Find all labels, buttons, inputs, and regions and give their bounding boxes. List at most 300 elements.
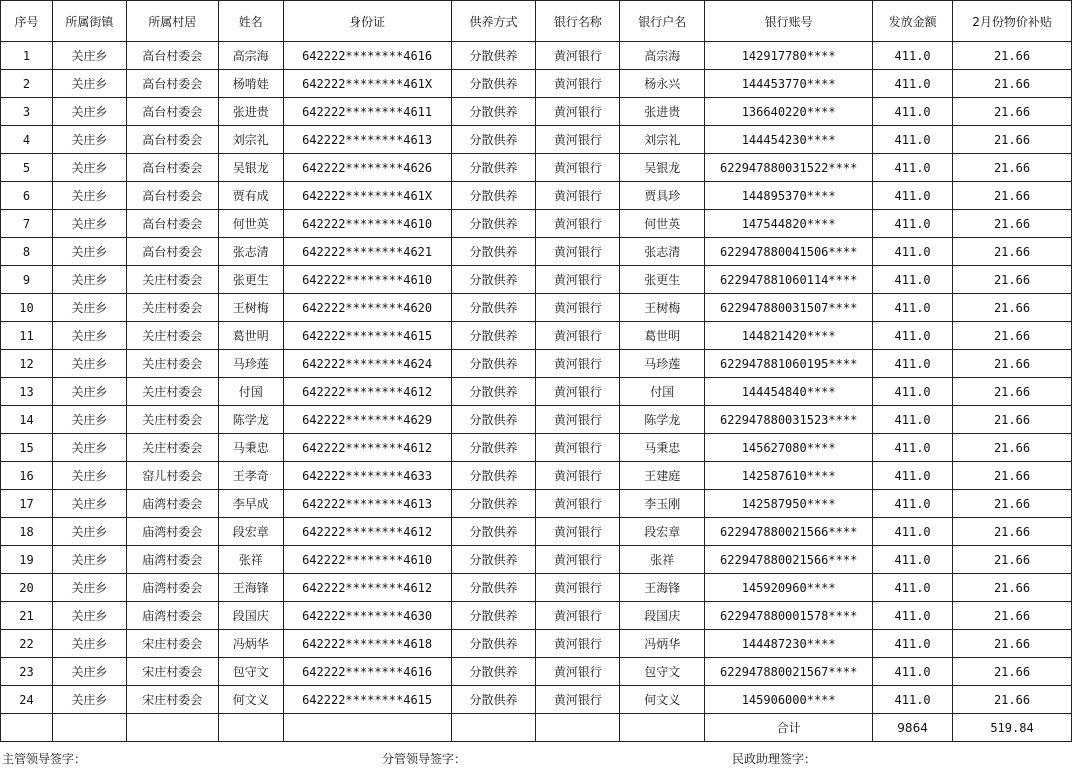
cell-amount: 411.0	[873, 350, 953, 378]
cell-bank-name: 黄河银行	[536, 126, 620, 154]
cell-account-holder: 陈学龙	[620, 406, 705, 434]
cell-account-holder: 葛世明	[620, 322, 705, 350]
cell-account-number: 622947881060114****	[705, 266, 873, 294]
cell-subsidy: 21.66	[953, 546, 1072, 574]
cell-support-type: 分散供养	[451, 686, 536, 714]
table-body	[1, 42, 1072, 714]
cell-amount: 411.0	[873, 490, 953, 518]
cell-subsidy: 21.66	[953, 378, 1072, 406]
cell-account-number: 622947880021566****	[705, 546, 873, 574]
cell-bank-name: 黄河银行	[536, 686, 620, 714]
cell-seq: 22	[1, 630, 53, 658]
cell-support-type: 分散供养	[451, 322, 536, 350]
cell-id-number: 642222********4630	[283, 602, 451, 630]
cell-town: 关庄乡	[52, 462, 126, 490]
cell-town: 关庄乡	[52, 126, 126, 154]
cell-name: 张进贵	[218, 98, 283, 126]
cell-seq: 13	[1, 378, 53, 406]
cell-village: 宋庄村委会	[126, 630, 218, 658]
cell-account-holder: 冯炳华	[620, 630, 705, 658]
cell-account-holder: 包守文	[620, 658, 705, 686]
cell-account-holder: 段国庆	[620, 602, 705, 630]
cell-account-holder: 何文义	[620, 686, 705, 714]
cell-account-number: 622947880031507****	[705, 294, 873, 322]
cell-bank-name: 黄河银行	[536, 350, 620, 378]
cell-account-number: 622947880021567****	[705, 658, 873, 686]
cell-name: 葛世明	[218, 322, 283, 350]
table-row	[1, 602, 1072, 630]
cell-account-holder: 张祥	[620, 546, 705, 574]
cell-village: 高台村委会	[126, 238, 218, 266]
cell-account-number: 145906000****	[705, 686, 873, 714]
cell-support-type: 分散供养	[451, 294, 536, 322]
cell-subsidy: 21.66	[953, 630, 1072, 658]
cell-amount: 411.0	[873, 266, 953, 294]
cell-name: 王海锋	[218, 574, 283, 602]
cell-amount: 411.0	[873, 210, 953, 238]
cell-account-number: 144487230****	[705, 630, 873, 658]
table-row	[1, 266, 1072, 294]
cell-town: 关庄乡	[52, 266, 126, 294]
cell-bank-name: 黄河银行	[536, 70, 620, 98]
cell-amount: 411.0	[873, 238, 953, 266]
cell-account-holder: 张进贵	[620, 98, 705, 126]
cell-support-type: 分散供养	[451, 266, 536, 294]
cell-town: 关庄乡	[52, 182, 126, 210]
table-row	[1, 322, 1072, 350]
cell-subsidy: 21.66	[953, 98, 1072, 126]
cell-account-holder: 马珍莲	[620, 350, 705, 378]
table-row	[1, 574, 1072, 602]
cell-name: 包守文	[218, 658, 283, 686]
header-account-holder: 银行户名	[620, 1, 705, 42]
cell-support-type: 分散供养	[451, 70, 536, 98]
table-row	[1, 434, 1072, 462]
cell-subsidy: 21.66	[953, 210, 1072, 238]
cell-village: 高台村委会	[126, 182, 218, 210]
cell-amount: 411.0	[873, 546, 953, 574]
cell-name: 段宏章	[218, 518, 283, 546]
header-account-number: 银行账号	[705, 1, 873, 42]
cell-id-number: 642222********4610	[283, 210, 451, 238]
cell-id-number: 642222********4612	[283, 434, 451, 462]
cell-subsidy: 21.66	[953, 602, 1072, 630]
signature-bar	[0, 743, 1072, 771]
cell-account-number: 622947880031522****	[705, 154, 873, 182]
cell-bank-name: 黄河银行	[536, 602, 620, 630]
cell-seq: 1	[1, 42, 53, 70]
cell-account-holder: 付国	[620, 378, 705, 406]
cell-id-number: 642222********4620	[283, 294, 451, 322]
cell-account-holder: 张更生	[620, 266, 705, 294]
cell-seq: 18	[1, 518, 53, 546]
cell-bank-name: 黄河银行	[536, 406, 620, 434]
table-row	[1, 546, 1072, 574]
cell-account-number: 622947880001578****	[705, 602, 873, 630]
cell-village: 关庄村委会	[126, 322, 218, 350]
cell-seq: 6	[1, 182, 53, 210]
cell-account-number: 144454230****	[705, 126, 873, 154]
cell-seq: 9	[1, 266, 53, 294]
cell-account-number: 136640220****	[705, 98, 873, 126]
cell-village: 关庄村委会	[126, 294, 218, 322]
cell-name: 吴银龙	[218, 154, 283, 182]
cell-village: 窑儿村委会	[126, 462, 218, 490]
cell-amount: 411.0	[873, 518, 953, 546]
cell-amount: 411.0	[873, 70, 953, 98]
cell-bank-name: 黄河银行	[536, 238, 620, 266]
cell-support-type: 分散供养	[451, 126, 536, 154]
cell-bank-name: 黄河银行	[536, 546, 620, 574]
table-row	[1, 658, 1072, 686]
chief-signature-label: 主管领导签字：	[2, 752, 87, 766]
cell-id-number: 642222********4611	[283, 98, 451, 126]
total-subsidy: 519.84	[953, 714, 1072, 742]
cell-account-holder: 王树梅	[620, 294, 705, 322]
cell-subsidy: 21.66	[953, 70, 1072, 98]
cell-town: 关庄乡	[52, 602, 126, 630]
cell-amount: 411.0	[873, 406, 953, 434]
cell-account-number: 622947880041506****	[705, 238, 873, 266]
cell-name: 付国	[218, 378, 283, 406]
cell-account-holder: 王建庭	[620, 462, 705, 490]
cell-bank-name: 黄河银行	[536, 490, 620, 518]
cell-id-number: 642222********4633	[283, 462, 451, 490]
cell-village: 关庄村委会	[126, 406, 218, 434]
cell-account-holder: 马秉忠	[620, 434, 705, 462]
cell-name: 杨啃娃	[218, 70, 283, 98]
cell-support-type: 分散供养	[451, 350, 536, 378]
cell-account-holder: 段宏章	[620, 518, 705, 546]
cell-village: 关庄村委会	[126, 350, 218, 378]
cell-village: 庙湾村委会	[126, 574, 218, 602]
cell-seq: 16	[1, 462, 53, 490]
cell-account-number: 144453770****	[705, 70, 873, 98]
cell-subsidy: 21.66	[953, 462, 1072, 490]
cell-account-holder: 刘宗礼	[620, 126, 705, 154]
cell-village: 关庄村委会	[126, 266, 218, 294]
cell-name: 王孝奇	[218, 462, 283, 490]
cell-bank-name: 黄河银行	[536, 266, 620, 294]
cell-id-number: 642222********4615	[283, 322, 451, 350]
cell-name: 贾有成	[218, 182, 283, 210]
cell-town: 关庄乡	[52, 294, 126, 322]
cell-name: 张祥	[218, 546, 283, 574]
cell-village: 关庄村委会	[126, 378, 218, 406]
cell-name: 李早成	[218, 490, 283, 518]
cell-seq: 2	[1, 70, 53, 98]
cell-account-holder: 高宗海	[620, 42, 705, 70]
cell-name: 马秉忠	[218, 434, 283, 462]
cell-id-number: 642222********461X	[283, 70, 451, 98]
cell-subsidy: 21.66	[953, 518, 1072, 546]
cell-account-number: 622947880031523****	[705, 406, 873, 434]
cell-amount: 411.0	[873, 294, 953, 322]
cell-village: 宋庄村委会	[126, 658, 218, 686]
cell-support-type: 分散供养	[451, 434, 536, 462]
header-seq: 序号	[1, 1, 53, 42]
cell-bank-name: 黄河银行	[536, 98, 620, 126]
cell-support-type: 分散供养	[451, 630, 536, 658]
table-row	[1, 630, 1072, 658]
cell-name: 高宗海	[218, 42, 283, 70]
cell-support-type: 分散供养	[451, 658, 536, 686]
table-row	[1, 686, 1072, 714]
cell-support-type: 分散供养	[451, 546, 536, 574]
cell-amount: 411.0	[873, 126, 953, 154]
cell-id-number: 642222********4626	[283, 154, 451, 182]
cell-seq: 3	[1, 98, 53, 126]
cell-account-number: 145920960****	[705, 574, 873, 602]
cell-town: 关庄乡	[52, 686, 126, 714]
cell-bank-name: 黄河银行	[536, 630, 620, 658]
cell-seq: 20	[1, 574, 53, 602]
cell-subsidy: 21.66	[953, 294, 1072, 322]
cell-seq: 10	[1, 294, 53, 322]
cell-town: 关庄乡	[52, 350, 126, 378]
cell-subsidy: 21.66	[953, 490, 1072, 518]
cell-subsidy: 21.66	[953, 434, 1072, 462]
cell-seq: 8	[1, 238, 53, 266]
header-support-type: 供养方式	[451, 1, 536, 42]
cell-amount: 411.0	[873, 154, 953, 182]
table-row	[1, 98, 1072, 126]
table-row	[1, 350, 1072, 378]
header-bank-name: 银行名称	[536, 1, 620, 42]
table-row	[1, 126, 1072, 154]
cell-name: 何文义	[218, 686, 283, 714]
cell-subsidy: 21.66	[953, 406, 1072, 434]
cell-support-type: 分散供养	[451, 574, 536, 602]
cell-bank-name: 黄河银行	[536, 210, 620, 238]
total-amount: 9864	[873, 714, 953, 742]
cell-support-type: 分散供养	[451, 154, 536, 182]
cell-bank-name: 黄河银行	[536, 518, 620, 546]
cell-village: 高台村委会	[126, 70, 218, 98]
cell-bank-name: 黄河银行	[536, 294, 620, 322]
table-row	[1, 182, 1072, 210]
table-row	[1, 406, 1072, 434]
cell-subsidy: 21.66	[953, 154, 1072, 182]
cell-id-number: 642222********4610	[283, 266, 451, 294]
cell-support-type: 分散供养	[451, 518, 536, 546]
cell-support-type: 分散供养	[451, 462, 536, 490]
cell-amount: 411.0	[873, 686, 953, 714]
cell-bank-name: 黄河银行	[536, 182, 620, 210]
cell-support-type: 分散供养	[451, 210, 536, 238]
cell-id-number: 642222********4629	[283, 406, 451, 434]
cell-bank-name: 黄河银行	[536, 154, 620, 182]
cell-id-number: 642222********4624	[283, 350, 451, 378]
cell-support-type: 分散供养	[451, 238, 536, 266]
cell-support-type: 分散供养	[451, 406, 536, 434]
cell-name: 张志清	[218, 238, 283, 266]
cell-subsidy: 21.66	[953, 182, 1072, 210]
cell-seq: 23	[1, 658, 53, 686]
cell-id-number: 642222********4613	[283, 490, 451, 518]
cell-village: 高台村委会	[126, 98, 218, 126]
cell-name: 陈学龙	[218, 406, 283, 434]
total-label: 合计	[705, 714, 873, 742]
cell-seq: 4	[1, 126, 53, 154]
cell-support-type: 分散供养	[451, 42, 536, 70]
cell-town: 关庄乡	[52, 518, 126, 546]
cell-account-number: 142917780****	[705, 42, 873, 70]
cell-id-number: 642222********4616	[283, 658, 451, 686]
cell-village: 庙湾村委会	[126, 518, 218, 546]
cell-village: 高台村委会	[126, 210, 218, 238]
header-village: 所属村居	[126, 1, 218, 42]
cell-town: 关庄乡	[52, 70, 126, 98]
cell-town: 关庄乡	[52, 406, 126, 434]
table-row	[1, 154, 1072, 182]
cell-bank-name: 黄河银行	[536, 42, 620, 70]
cell-town: 关庄乡	[52, 658, 126, 686]
cell-town: 关庄乡	[52, 210, 126, 238]
cell-amount: 411.0	[873, 378, 953, 406]
cell-town: 关庄乡	[52, 490, 126, 518]
cell-account-number: 622947881060195****	[705, 350, 873, 378]
header-id-number: 身份证	[283, 1, 451, 42]
cell-name: 刘宗礼	[218, 126, 283, 154]
cell-account-number: 144821420****	[705, 322, 873, 350]
cell-name: 王树梅	[218, 294, 283, 322]
cell-account-number: 145627080****	[705, 434, 873, 462]
cell-name: 马珍莲	[218, 350, 283, 378]
cell-support-type: 分散供养	[451, 602, 536, 630]
cell-amount: 411.0	[873, 602, 953, 630]
cell-account-number: 142587610****	[705, 462, 873, 490]
cell-seq: 24	[1, 686, 53, 714]
cell-account-holder: 吴银龙	[620, 154, 705, 182]
cell-name: 何世英	[218, 210, 283, 238]
cell-bank-name: 黄河银行	[536, 434, 620, 462]
cell-village: 高台村委会	[126, 42, 218, 70]
cell-town: 关庄乡	[52, 574, 126, 602]
header-amount: 发放金额	[873, 1, 953, 42]
header-row	[1, 1, 1072, 42]
cell-account-holder: 贾具珍	[620, 182, 705, 210]
cell-support-type: 分散供养	[451, 98, 536, 126]
cell-village: 庙湾村委会	[126, 602, 218, 630]
cell-amount: 411.0	[873, 98, 953, 126]
cell-seq: 12	[1, 350, 53, 378]
cell-account-holder: 张志清	[620, 238, 705, 266]
cell-id-number: 642222********461X	[283, 182, 451, 210]
cell-seq: 19	[1, 546, 53, 574]
cell-subsidy: 21.66	[953, 322, 1072, 350]
cell-subsidy: 21.66	[953, 266, 1072, 294]
cell-support-type: 分散供养	[451, 378, 536, 406]
cell-account-number: 142587950****	[705, 490, 873, 518]
cell-id-number: 642222********4621	[283, 238, 451, 266]
cell-bank-name: 黄河银行	[536, 378, 620, 406]
cell-amount: 411.0	[873, 42, 953, 70]
cell-subsidy: 21.66	[953, 42, 1072, 70]
table-row	[1, 490, 1072, 518]
cell-name: 段国庆	[218, 602, 283, 630]
total-row	[1, 714, 1072, 742]
cell-id-number: 642222********4610	[283, 546, 451, 574]
cell-bank-name: 黄河银行	[536, 574, 620, 602]
cell-amount: 411.0	[873, 574, 953, 602]
cell-subsidy: 21.66	[953, 350, 1072, 378]
cell-bank-name: 黄河银行	[536, 462, 620, 490]
cell-id-number: 642222********4615	[283, 686, 451, 714]
table-row	[1, 294, 1072, 322]
cell-amount: 411.0	[873, 182, 953, 210]
cell-town: 关庄乡	[52, 98, 126, 126]
cell-support-type: 分散供养	[451, 182, 536, 210]
cell-subsidy: 21.66	[953, 574, 1072, 602]
cell-amount: 411.0	[873, 630, 953, 658]
cell-village: 高台村委会	[126, 154, 218, 182]
cell-village: 宋庄村委会	[126, 686, 218, 714]
cell-village: 高台村委会	[126, 126, 218, 154]
cell-account-number: 144895370****	[705, 182, 873, 210]
cell-id-number: 642222********4616	[283, 42, 451, 70]
cell-id-number: 642222********4612	[283, 574, 451, 602]
cell-seq: 15	[1, 434, 53, 462]
cell-seq: 14	[1, 406, 53, 434]
table-row	[1, 70, 1072, 98]
cell-town: 关庄乡	[52, 378, 126, 406]
cell-account-holder: 王海锋	[620, 574, 705, 602]
cell-amount: 411.0	[873, 322, 953, 350]
assistant-signature-label: 民政助理签字：	[732, 752, 817, 766]
header-subsidy: 2月份物价补贴	[953, 1, 1072, 42]
cell-account-number: 144454840****	[705, 378, 873, 406]
table-row	[1, 238, 1072, 266]
cell-subsidy: 21.66	[953, 658, 1072, 686]
cell-amount: 411.0	[873, 434, 953, 462]
supervisor-signature-label: 分管领导签字：	[382, 752, 467, 766]
cell-town: 关庄乡	[52, 630, 126, 658]
cell-bank-name: 黄河银行	[536, 322, 620, 350]
cell-account-holder: 李玉刚	[620, 490, 705, 518]
table-row	[1, 462, 1072, 490]
cell-id-number: 642222********4613	[283, 126, 451, 154]
table-row	[1, 210, 1072, 238]
cell-id-number: 642222********4612	[283, 518, 451, 546]
cell-seq: 11	[1, 322, 53, 350]
table-row	[1, 42, 1072, 70]
cell-account-holder: 杨永兴	[620, 70, 705, 98]
cell-subsidy: 21.66	[953, 238, 1072, 266]
cell-amount: 411.0	[873, 462, 953, 490]
cell-seq: 17	[1, 490, 53, 518]
cell-town: 关庄乡	[52, 154, 126, 182]
cell-seq: 21	[1, 602, 53, 630]
header-town: 所属街镇	[52, 1, 126, 42]
cell-subsidy: 21.66	[953, 686, 1072, 714]
cell-account-holder: 何世英	[620, 210, 705, 238]
cell-account-number: 147544820****	[705, 210, 873, 238]
cell-town: 关庄乡	[52, 238, 126, 266]
cell-village: 关庄村委会	[126, 434, 218, 462]
cell-support-type: 分散供养	[451, 490, 536, 518]
cell-account-number: 622947880021566****	[705, 518, 873, 546]
cell-id-number: 642222********4612	[283, 378, 451, 406]
cell-seq: 5	[1, 154, 53, 182]
cell-id-number: 642222********4618	[283, 630, 451, 658]
cell-town: 关庄乡	[52, 546, 126, 574]
cell-town: 关庄乡	[52, 434, 126, 462]
table-row	[1, 518, 1072, 546]
cell-town: 关庄乡	[52, 322, 126, 350]
cell-bank-name: 黄河银行	[536, 658, 620, 686]
cell-seq: 7	[1, 210, 53, 238]
